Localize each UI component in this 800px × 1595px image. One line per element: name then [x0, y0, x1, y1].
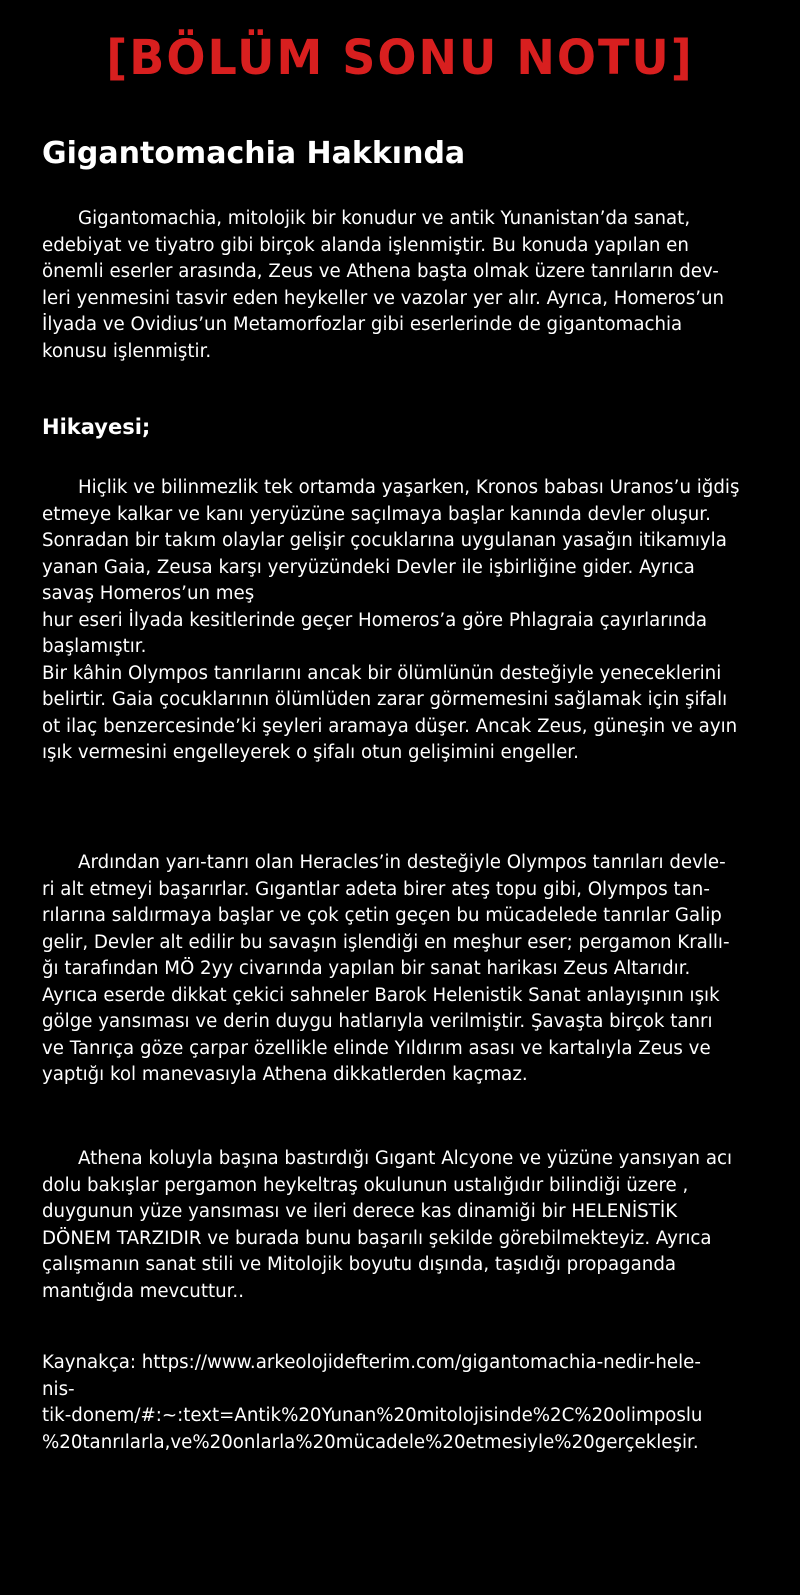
- paragraph4-line: dolu bakışlar pergamon heykeltraş okulunun ustalığıdır bilindiği üzere ,: [42, 1174, 689, 1196]
- paragraph2-line: hur eseri İlyada kesitlerinde geçer Homeros’a göre Phlagraia çayırlarında: [42, 609, 708, 631]
- paragraph3-line: yaptığı kol manevasıyla Athena dikkatlerden kaçmaz.: [42, 1064, 528, 1085]
- paragraph2-line: Bir kâhin Olympos tanrılarını ancak bir ölümlünün desteğiyle yeneceklerini: [42, 662, 722, 684]
- story-paragraph: [42, 475, 770, 767]
- paragraph1-line: edebiyat ve tiyatro gibi birçok alanda işlenmiştir. Bu konuda yapılan en: [42, 234, 689, 256]
- paragraph4-line: duygunun yüze yansıması ve ileri derece kas dinamiği bir HELENİSTİK: [42, 1201, 678, 1222]
- source-line: %20tanrılarla,ve%20onlarla%20mücadele%20etmesiyle%20gerçekleşir.: [42, 1431, 699, 1453]
- paragraph1-line: önemli eserler arasında, Zeus ve Athena başta olmak üzere tanrıların dev-: [42, 261, 719, 282]
- paragraph4-line: DÖNEM TARZIDIR ve burada bunu başarılı şekilde görebilmekteyiz. Ayrıca: [42, 1227, 712, 1249]
- athena-paragraph: [42, 1146, 770, 1305]
- paragraph3-line: Ardından yarı-tanrı olan Heracles’in desteğiyle Olympos tanrıları devle-: [78, 852, 726, 873]
- paragraph2-line: Hiçlik ve bilinmezlik tek ortamda yaşarken, Kronos babası Uranos’u iğdiş: [78, 477, 740, 498]
- paragraph3-line: ve Tanrıça göze çarpar özellikle elinde Yıldırım asası ve kartalıyla Zeus ve: [42, 1037, 711, 1059]
- source-line: nis-: [42, 1378, 75, 1400]
- paragraph1-line: Gigantomachia, mitolojik bir konudur ve antik Yunanistan’da sanat,: [78, 208, 691, 229]
- paragraph2-line: savaş Homeros’un meş: [42, 583, 255, 604]
- intro-paragraph: [42, 206, 770, 365]
- paragraph1-line: İlyada ve Ovidius’un Metamorfozlar gibi eserlerinde de gigantomachia: [42, 314, 683, 335]
- paragraph2-line: başlamıştır.: [42, 636, 147, 657]
- paragraph3-line: ri alt etmeyi başarırlar. Gıgantlar adeta birer ateş topu gibi, Olympos tan-: [42, 878, 710, 900]
- section-heading: Gigantomachia Hakkında: [42, 136, 466, 171]
- paragraph2-line: ışık vermesini engelleyerek o şifalı otun gelişimini engeller.: [42, 742, 579, 763]
- page-title: [BÖLÜM SONU NOTU]: [106, 28, 694, 86]
- paragraph2-line: yanan Gaia, Zeusa karşı yeryüzündeki Devler ile işbirliğine gider. Ayrıca: [42, 556, 695, 578]
- paragraph4-line: mantığıda mevcuttur..: [42, 1280, 244, 1302]
- paragraph2-line: ot ilaç benzercesinde’ki şeyleri aramaya düşer. Ancak Zeus, güneşin ve ayın: [42, 715, 738, 737]
- paragraph3-line: ğı tarafından MÖ 2yy civarında yapılan bir sanat harikası Zeus Altarıdır.: [42, 958, 691, 979]
- source-reference: [42, 1350, 770, 1456]
- paragraph3-line: rılarına saldırmaya başlar ve çok çetin geçen bu mücadelede tanrılar Galip: [42, 905, 722, 926]
- paragraph3-line: Ayrıca eserde dikkat çekici sahneler Barok Helenistik Sanat anlayışının ışık: [42, 984, 720, 1006]
- story-subheading: Hikayesi;: [42, 415, 151, 439]
- paragraph2-line: Sonradan bir takım olaylar gelişir çocuklarına uygulanan yasağın itikamıyla: [42, 530, 727, 551]
- paragraph2-line: etmeye kalkar ve kanı yeryüzüne saçılmaya başlar kanında devler oluşur.: [42, 503, 711, 525]
- source-line: tik-donem/#:~:text=Antik%20Yunan%20mitolojisinde%2C%20olimposlu: [42, 1405, 703, 1426]
- paragraph4-line: çalışmanın sanat stili ve Mitolojik boyutu dışında, taşıdığı propaganda: [42, 1254, 677, 1275]
- paragraph3-line: gölge yansıması ve derin duygu hatlarıyla verilmiştir. Şavaşta birçok tanrı: [42, 1011, 713, 1032]
- paragraph1-line: konusu işlenmiştir.: [42, 340, 212, 362]
- source-line: Kaynakça: https://www.arkeolojidefterim.com/gigantomachia-nedir-hele-: [42, 1352, 701, 1373]
- paragraph4-line: Athena koluyla başına bastırdığı Gıgant Alcyone ve yüzüne yansıyan acı: [78, 1148, 733, 1169]
- paragraph1-line: leri yenmesini tasvir eden heykeller ve vazolar yer alır. Ayrıca, Homeros’un: [42, 287, 725, 309]
- paragraph2-line: belirtir. Gaia çocuklarının ölümlüden zarar görmemesini sağlamak için şifalı: [42, 689, 728, 710]
- paragraph3-line: gelir, Devler alt edilir bu savaşın işlendiği en meşhur eser; pergamon Krallı-: [42, 931, 730, 953]
- aftermath-paragraph: [42, 850, 770, 1089]
